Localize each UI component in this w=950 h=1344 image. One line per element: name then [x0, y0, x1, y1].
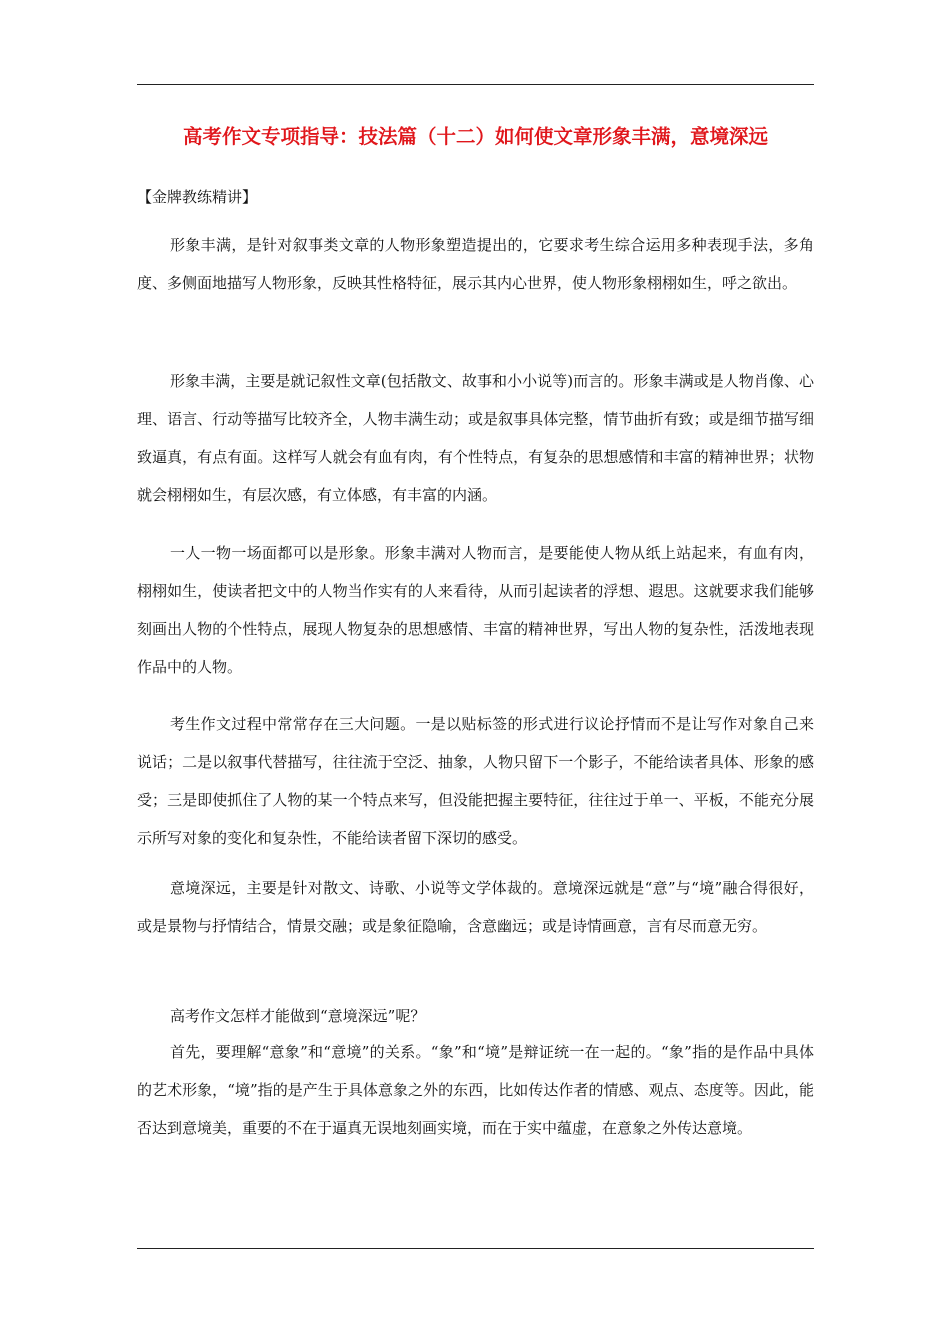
footer-rule [137, 1248, 814, 1249]
paragraph: 意境深远，主要是针对散文、诗歌、小说等文学体裁的。意境深远就是“意”与“境”融合得很好，或是景物与抒情结合，情景交融；或是象征隐喻，含意幽远；或是诗情画意，言有尽而意无穷。 [137, 879, 814, 935]
paragraph: 首先，要理解“意象”和“意境”的关系。“象”和“境”是辩证统一在一起的。“象”指的是作品中具体的艺术形象，“境”指的是产生于具体意象之外的东西，比如传达作者的情感、观点、态度等。因此，能否达到意境美，重要的不在于逼真无误地刻画实境，而在于实中蕴虚，在意象之外传达意境。 [137, 1043, 814, 1137]
paragraph: 考生作文过程中常常存在三大问题。一是以贴标签的形式进行议论抒情而不是让写作对象自己来说话；二是以叙事代替描写，往往流于空泛、抽象，人物只留下一个影子，不能给读者具体、形象的感受；三是即使抓住了人物的某一个特点来写，但没能把握主要特征，往往过于单一、平板，不能充分展示所写对象的变化和复杂性，不能给读者留下深切的感受。 [137, 715, 814, 847]
paragraph: 一人一物一场面都可以是形象。形象丰满对人物而言，是要能使人物从纸上站起来，有血有肉，栩栩如生，使读者把文中的人物当作实有的人来看待，从而引起读者的浮想、遐思。这就要求我们能够刻画出人物的个性特点，展现人物复杂的思想感情、丰富的精神世界，写出人物的复杂性，活泼地表现作品中的人物。 [137, 544, 814, 676]
paragraph: 形象丰满，是针对叙事类文章的人物形象塑造提出的，它要求考生综合运用多种表现手法，多角度、多侧面地描写人物形象，反映其性格特征，展示其内心世界，使人物形象栩栩如生，呼之欲出。 [137, 236, 814, 292]
header-rule [137, 84, 814, 85]
paragraph: 高考作文怎样才能做到“意境深远”呢？ [170, 1007, 426, 1025]
section-label: 【金牌教练精讲】 [137, 188, 258, 206]
document-title: 高考作文专项指导：技法篇（十二）如何使文章形象丰满，意境深远 [182, 125, 768, 148]
paragraph: 形象丰满，主要是就记叙性文章(包括散文、故事和小小说等)而言的。形象丰满或是人物肖像、心理、语言、行动等描写比较齐全，人物丰满生动；或是叙事具体完整，情节曲折有致；或是细节描写细致逼真，有点有面。这样写人就会有血有肉，有个性特点，有复杂的思想感情和丰富的精神世界；状物就会栩栩如生，有层次感，有立体感，有丰富的内涵。 [137, 372, 814, 504]
